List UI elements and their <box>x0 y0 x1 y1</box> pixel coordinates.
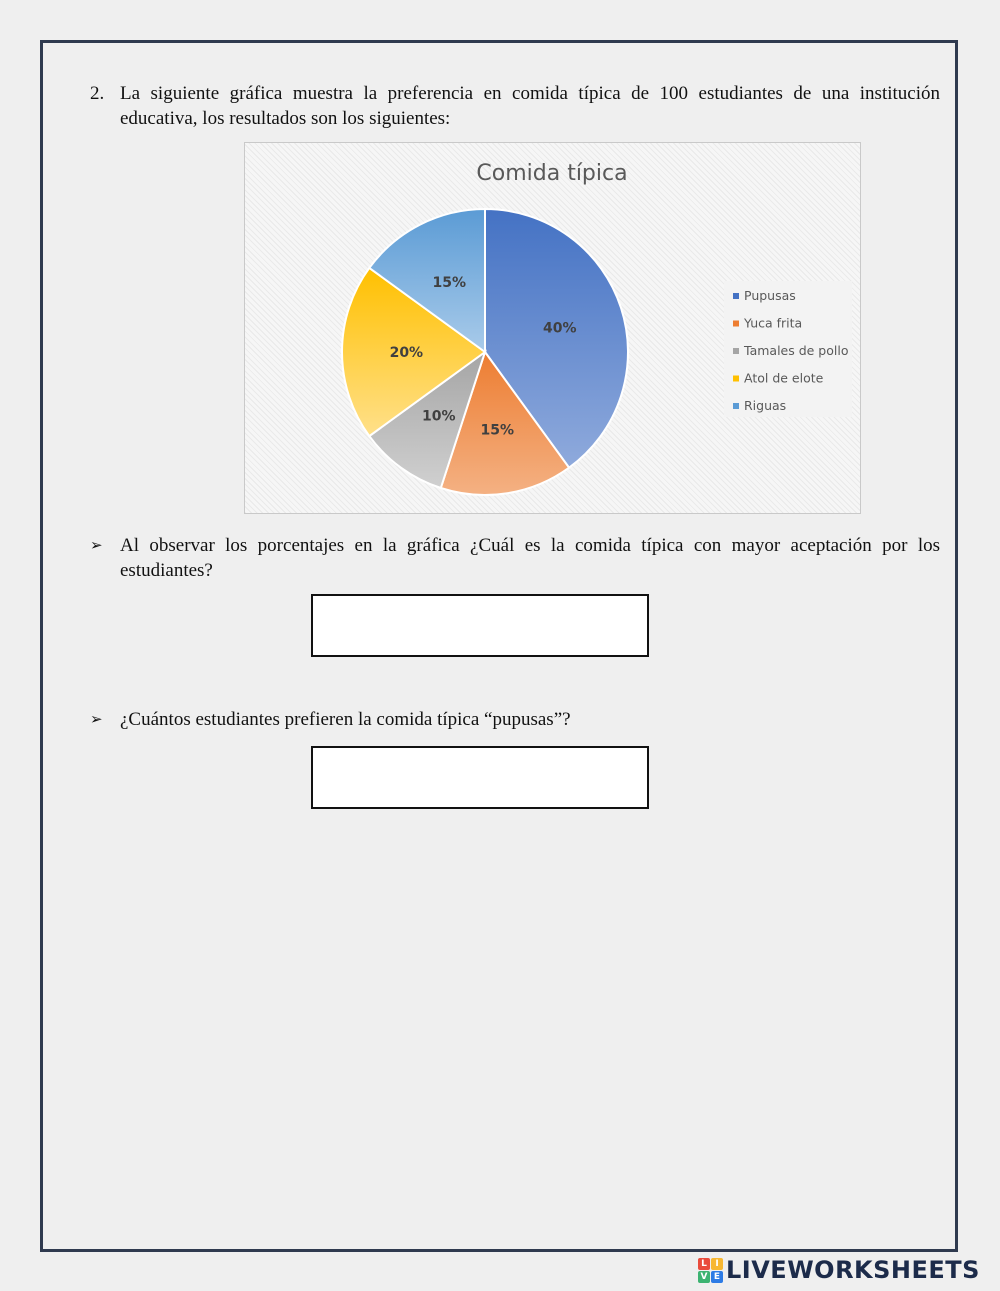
logo-letter: V <box>698 1271 710 1283</box>
sub-question-2-text: ¿Cuántos estudiantes prefieren la comida típica “pupusas”? <box>120 709 571 730</box>
question-2 <box>90 81 940 131</box>
legend-swatch <box>733 348 739 354</box>
answer-input-1[interactable] <box>311 594 649 657</box>
legend-label: Yuca frita <box>744 315 803 331</box>
logo-letter: L <box>698 1258 710 1270</box>
arrow-bullet-icon: ➢ <box>90 536 103 554</box>
legend-label: Pupusas <box>744 288 796 303</box>
data-label: 10% <box>422 408 456 425</box>
logo-letter: I <box>711 1258 723 1270</box>
liveworksheets-logo <box>698 1256 980 1284</box>
arrow-bullet-icon: ➢ <box>90 710 103 728</box>
logo-text: LIVEWORKSHEETS <box>726 1256 980 1284</box>
pie-chart-svg <box>245 143 860 513</box>
legend-label: Riguas <box>744 398 787 413</box>
question-number: 2. <box>90 83 105 104</box>
sub-question-2 <box>90 707 940 732</box>
data-label: 15% <box>480 422 515 439</box>
legend-label: Tamales de pollo <box>744 343 849 358</box>
sub-question-1-text: Al observar los porcentajes en la gráfica ¿Cuál es la comida típica con mayor aceptación por los estudiantes? <box>120 535 940 581</box>
data-label: 15% <box>432 274 467 291</box>
pie-chart <box>244 142 861 514</box>
legend-swatch <box>733 403 739 409</box>
chart-title: Comida típica <box>476 161 628 186</box>
legend-label: Atol de elote <box>744 370 824 386</box>
answer-input-2[interactable] <box>311 746 649 809</box>
logo-letter: E <box>711 1271 723 1283</box>
data-label: 40% <box>543 320 577 337</box>
legend-swatch <box>733 321 739 327</box>
legend-swatch <box>733 293 739 299</box>
worksheet-frame <box>40 40 958 1252</box>
data-label: 20% <box>389 345 424 361</box>
sub-question-1 <box>90 533 940 583</box>
question-text: La siguiente gráfica muestra la preferencia en comida típica de 100 estudiantes de una institución educativa, los resultados son los siguientes: <box>120 83 940 129</box>
legend-swatch <box>733 376 739 382</box>
logo-mark-icon <box>698 1258 723 1283</box>
